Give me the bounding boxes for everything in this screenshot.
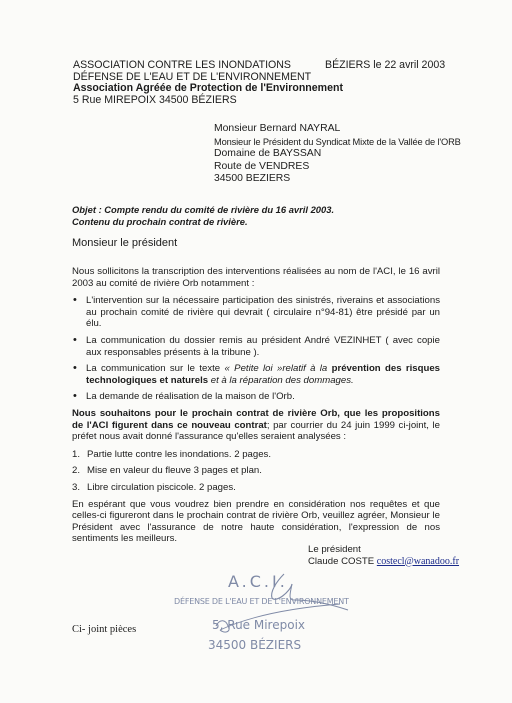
enclosure-note: Ci- joint pièces	[72, 624, 137, 635]
letter-body	[72, 266, 440, 545]
sender-subtitle: DÉFENSE DE L'EAU ET DE L'ENVIRONNEMENT	[73, 70, 312, 83]
intervention-list	[72, 295, 440, 403]
recipient-title: Monsieur le Président du Syndicat Mixte de la Vallée de l'ORB	[214, 136, 461, 147]
sender-block	[73, 60, 343, 106]
stamp-address: 5, Rue Mirepoix	[212, 618, 305, 632]
stamp-city: 34500 BÉZIERS	[208, 638, 302, 652]
stamp-subtitle: DÉFENSE DE L'EAU ET DE L'ENVIRONNEMENT	[174, 597, 349, 606]
list-item: • La communication sur le texte « Petite loi »relatif à la prévention des risques technologiques et naturels et à la réparation des dommages.	[72, 363, 440, 386]
list-item: 1. Partie lutte contre les inondations. 2 pages.	[72, 448, 271, 460]
recipient-domain: Domaine de BAYSSAN	[214, 148, 322, 159]
recipient-block	[214, 123, 461, 186]
list-item: 3. Libre circulation piscicole. 2 pages.	[72, 481, 236, 493]
subject-line: Objet : Compte rendu du comité de rivière du 16 avril 2003.	[72, 204, 335, 215]
closing-paragraph: En espérant que vous voudrez bien prendre en considération nos requêtes et que celles-ci figureront dans le prochain contrat de rivière Orb, veuillez agréer, Monsieur le Président avec l'assurance de notre haute considération, l'expression de nos sentiments les meilleurs.	[72, 498, 440, 545]
list-item: • L'intervention sur la nécessaire participation des sinistrés, riverains et associations au prochain comité de rivière qui devrait ( circulaire n°94-81) être présidé par un élu.	[72, 295, 440, 330]
salutation: Monsieur le président	[72, 237, 178, 249]
sender-approval: Association Agréée de Protection de l'Environnement	[73, 82, 343, 94]
list-item: • La communication du dossier remis au président André VEZINHET ( avec copie aux responsables présents à la tribune ).	[72, 335, 440, 358]
recipient-name: Monsieur Bernard NAYRAL	[214, 123, 341, 134]
signatory-email: costecl@wanadoo.fr	[376, 555, 460, 567]
signatory-name: Claude COSTE	[308, 555, 375, 567]
intro-paragraph: Nous sollicitons la transcription des interventions réalisées au nom de l'ACI, le 16 avril 2003 au comité de rivière Orb notamment :	[72, 266, 440, 289]
proposals-list	[72, 449, 440, 494]
list-item: 2. Mise en valeur du fleuve 3 pages et plan.	[72, 465, 262, 477]
sender-address: 5 Rue MIREPOIX 34500 BÉZIERS	[73, 93, 237, 106]
signatory-title: Le président	[308, 544, 361, 555]
handwritten-signature	[180, 570, 400, 665]
stamp-initials: A.C.I.	[228, 572, 288, 591]
subject-block	[72, 204, 334, 228]
signature-block	[308, 544, 459, 567]
letter-date: BÉZIERS le 22 avril 2003	[325, 59, 446, 71]
association-stamp	[174, 570, 400, 685]
recipient-road: Route de VENDRES	[214, 160, 310, 172]
subject-line-2: Contenu du prochain contrat de rivière.	[72, 216, 248, 227]
recipient-city: 34500 BEZIERS	[214, 173, 291, 184]
list-item: • La demande de réalisation de la maison de l'Orb.	[72, 391, 440, 403]
proposals-paragraph: Nous souhaitons pour le prochain contrat de rivière Orb, que les propositions de l'ACI figurent dans ce nouveau contrat; par courrier du 24 juin 1999 ci-joint, le préfet nous avait donné l'assurance qu'elles seraient analysées :	[72, 407, 440, 443]
sender-association-name: ASSOCIATION CONTRE LES INONDATIONS	[73, 59, 291, 71]
